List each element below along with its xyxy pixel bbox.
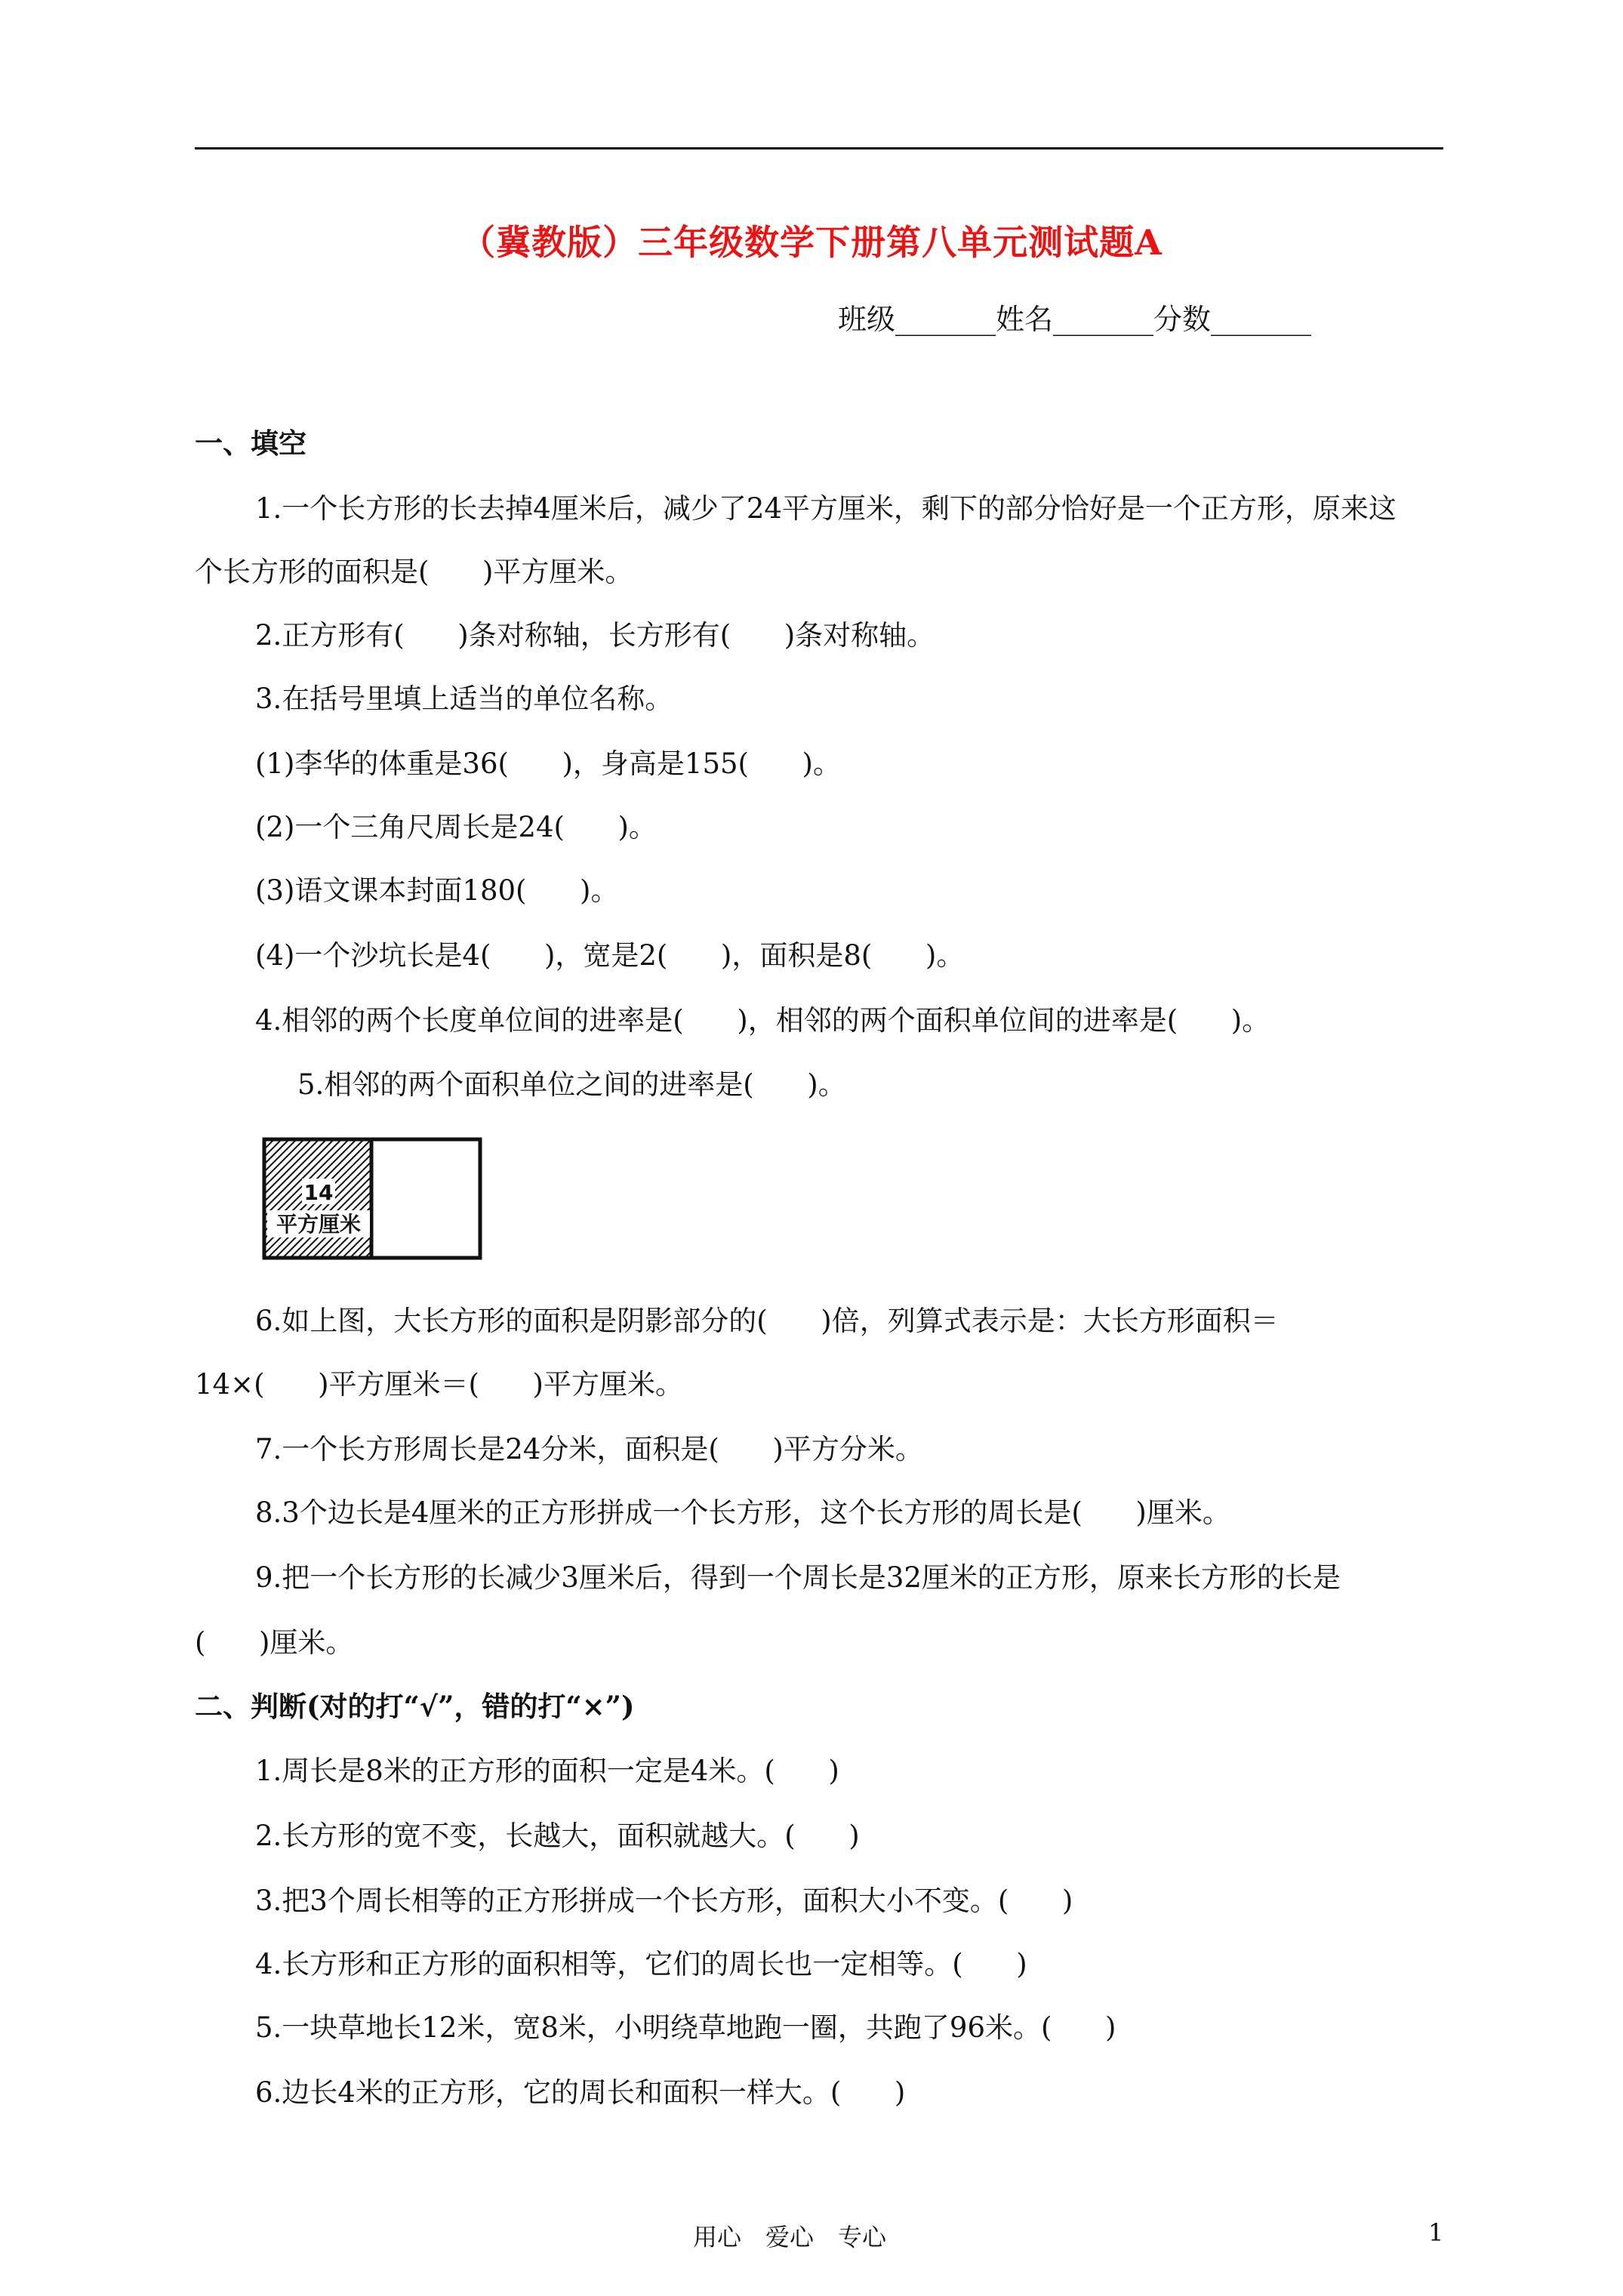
fill-question-6-line-2: 14×( )平方厘米＝( )平方厘米。 bbox=[195, 1368, 683, 1401]
fill-question-4: 4.相邻的两个长度单位间的进率是( )，相邻的两个面积单位间的进率是( )。 bbox=[255, 1004, 1270, 1037]
fill-question-3-part-2: (2)一个三角尺周长是24( )。 bbox=[255, 811, 657, 843]
fill-question-3: 3.在括号里填上适当的单位名称。 bbox=[255, 683, 673, 715]
fill-question-3-part-4: (4)一个沙坑长是4( )，宽是2( )，面积是8( )。 bbox=[255, 939, 965, 972]
header-rule bbox=[195, 147, 1443, 149]
fill-question-3-part-1: (1)李华的体重是36( )，身高是155( )。 bbox=[255, 747, 841, 780]
page-title: （冀教版）三年级数学下册第八单元测试题A bbox=[460, 222, 1163, 263]
judge-question-6: 6.边长4米的正方形，它的周长和面积一样大。( ) bbox=[255, 2076, 906, 2109]
footer-motto: 用心 爱心 专心 bbox=[693, 2223, 887, 2251]
rectangle-diagram bbox=[261, 1136, 483, 1261]
judge-question-3: 3.把3个周长相等的正方形拼成一个长方形，面积大小不变。( ) bbox=[255, 1885, 1073, 1917]
fill-question-1-line-2: 个长方形的面积是( )平方厘米。 bbox=[195, 556, 633, 588]
fill-question-8: 8.3个边长是4厘米的正方形拼成一个长方形，这个长方形的周长是( )厘米。 bbox=[255, 1496, 1230, 1529]
section-heading-fill-blank: 一、填空 bbox=[195, 427, 306, 460]
area-unit-label: 平方厘米 bbox=[276, 1212, 362, 1237]
fill-question-7: 7.一个长方形周长是24分米，面积是( )平方分米。 bbox=[255, 1433, 923, 1465]
student-info-line: 班级_______姓名_______分数_______ bbox=[838, 303, 1312, 336]
fill-question-9-line-2: ( )厘米。 bbox=[195, 1626, 354, 1659]
judge-question-1: 1.周长是8米的正方形的面积一定是4米。( ) bbox=[255, 1755, 839, 1787]
fill-question-6-line-1: 6.如上图，大长方形的面积是阴影部分的( )倍，列算式表示是：大长方形面积＝ bbox=[255, 1305, 1279, 1337]
fill-question-9-line-1: 9.把一个长方形的长减少3厘米后，得到一个周长是32厘米的正方形，原来长方形的长是 bbox=[255, 1561, 1341, 1594]
judge-question-4: 4.长方形和正方形的面积相等，它们的周长也一定相等。( ) bbox=[255, 1948, 1027, 1980]
area-value-label: 14 bbox=[303, 1180, 334, 1205]
judge-question-5: 5.一块草地长12米，宽8米，小明绕草地跑一圈，共跑了96米。( ) bbox=[255, 2011, 1116, 2044]
fill-question-1-line-1: 1.一个长方形的长去掉4厘米后，减少了24平方厘米，剩下的部分恰好是一个正方形，原来这 bbox=[255, 492, 1397, 525]
page-number: 1 bbox=[1428, 2218, 1444, 2247]
section-heading-true-false: 二、判断(对的打“√”，错的打“×”) bbox=[195, 1690, 635, 1723]
fill-question-2: 2.正方形有( )条对称轴，长方形有( )条对称轴。 bbox=[255, 619, 935, 652]
fill-question-3-part-3: (3)语文课本封面180( )。 bbox=[255, 874, 619, 907]
fill-question-5: 5.相邻的两个面积单位之间的进率是( )。 bbox=[297, 1068, 846, 1101]
judge-question-2: 2.长方形的宽不变，长越大，面积就越大。( ) bbox=[255, 1820, 860, 1852]
